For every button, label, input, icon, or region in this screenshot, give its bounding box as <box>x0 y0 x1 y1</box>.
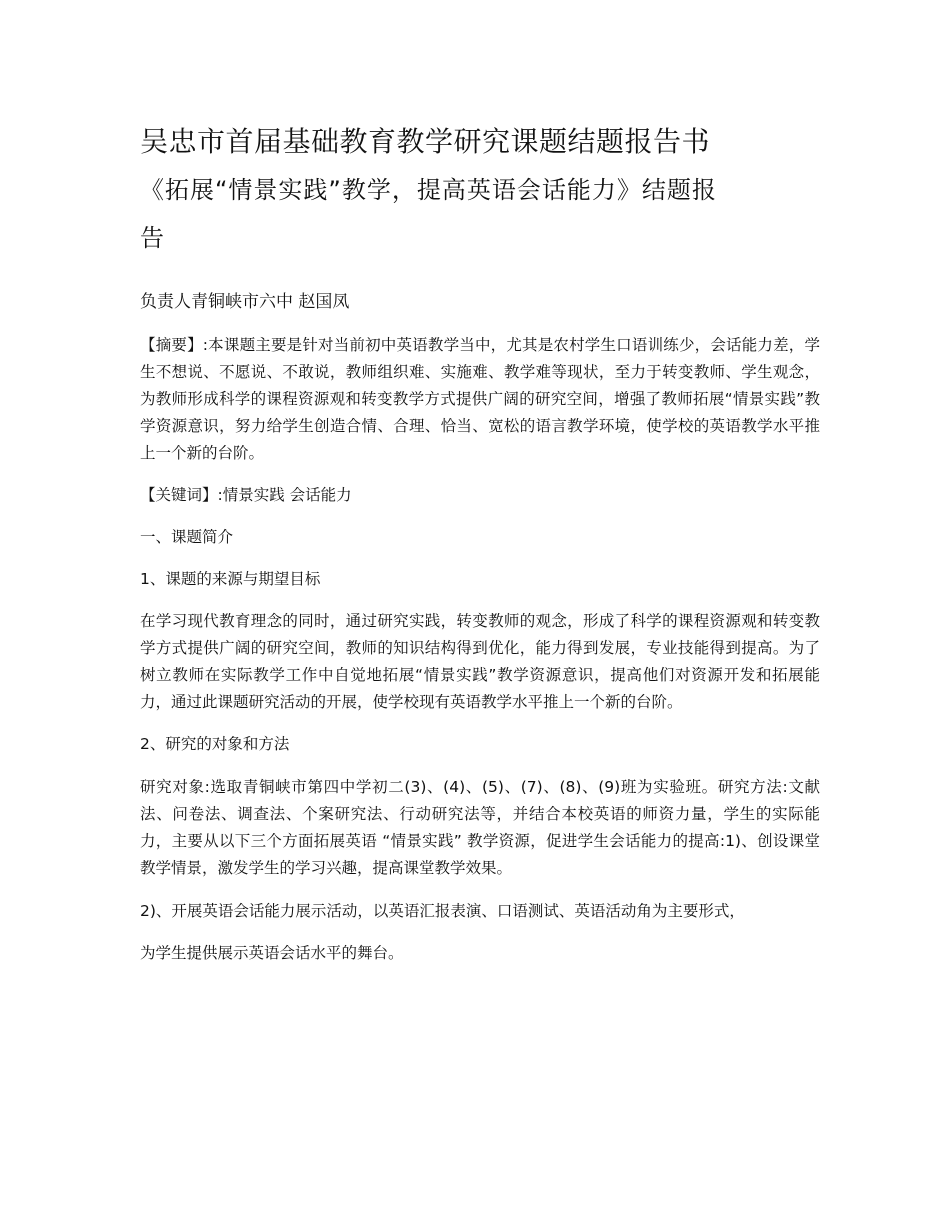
abstract-paragraph: 【摘要】:本课题主要是针对当前初中英语教学当中，尤其是农村学生口语训练少，会话能力差，学生不想说、不愿说、不敢说，教师组织难、实施难、教学难等现状，至力于转变教师、学生观念，为教师形成科学的课程资源观和转变教学方式提供广阔的研究空间，增强了教师拓展“情景实践”教学资源意识，努力给学生创造合情、合理、恰当、宽松的语言教学环境，使学校的英语教学水平推上一个新的台阶。 <box>140 336 820 462</box>
document-subtitle-line1: 《拓展“情景实践”教学，提高英语会话能力》结题报 <box>140 176 717 204</box>
item-2-paragraph: 2)、开展英语会话能力展示活动，以英语汇报表演、口语测试、英语活动角为主要形式， <box>140 902 745 920</box>
source-paragraph: 在学习现代教育理念的同时，通过研究实践，转变教师的观念，形成了科学的课程资源观和转变教学方式提供广阔的研究空间，教师的知识结构得到优化，能力得到发展，专业技能得到提高。为了树立教师在实际教学工作中自觉地拓展“情景实践”教学资源意识，提高他们对资源开发和拓展能力，通过此课题研究活动的开展，使学校现有英语教学水平推上一个新的台阶。 <box>140 612 820 711</box>
document-page <box>140 118 820 967</box>
subsection-heading-source: 1、课题的来源与期望目标 <box>140 570 321 588</box>
item-2-continuation: 为学生提供展示英语会话水平的舞台。 <box>140 944 404 962</box>
methods-paragraph: 研究对象:选取青铜峡市第四中学初二(3)、(4)、(5)、(7)、(8)、(9)班为实验班。研究方法:文献法、问卷法、调查法、个案研究法、行动研究法等，并结合本校英语的师资力量，学生的实际能力，主要从以下三个方面拓展英语 “情景实践” 教学资源，促进学生会话能力的提高:1)、创设课堂教学情景，激发学生的学习兴趣，提高课堂教学效果。 <box>140 778 820 877</box>
document-subtitle-line2: 告 <box>140 224 165 252</box>
section-heading-intro: 一、课题简介 <box>140 528 234 546</box>
document-title: 吴忠市首届基础教育教学研究课题结题报告书 <box>140 125 711 158</box>
author-line: 负责人青铜峡市六中 赵国凤 <box>140 292 350 312</box>
keywords-line: 【关键词】:情景实践 会话能力 <box>140 486 352 504</box>
document-subtitle <box>140 166 820 262</box>
subsection-heading-methods: 2、研究的对象和方法 <box>140 735 290 753</box>
